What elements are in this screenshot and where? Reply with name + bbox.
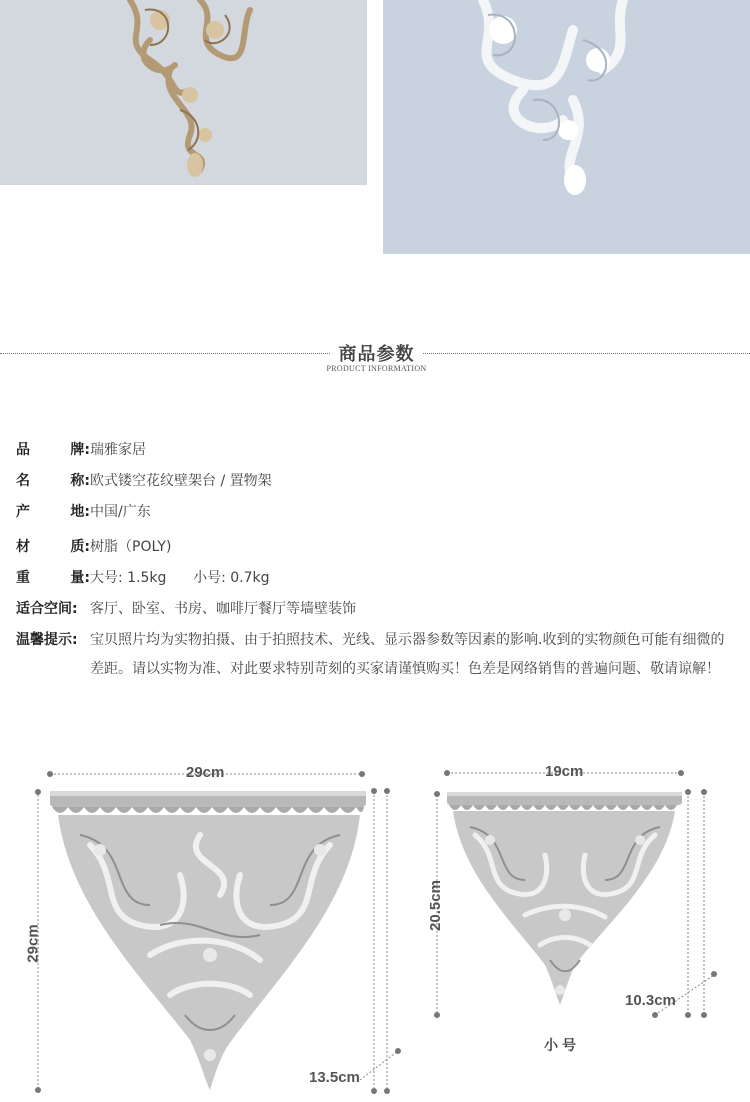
small-shelf-diagram bbox=[420, 755, 750, 1102]
gold-ornament-image bbox=[0, 0, 367, 185]
section-title: 商品参数 bbox=[338, 344, 415, 365]
param-value-notice: 宝贝照片均为实物拍摄、由于拍照技术、光线、显示器参数等因素的影响.收到的实物颜色可能有细微的差距。请以实物为准、对此要求特别苛刻的买家请谨慎购买！色差是网络销售的普遍问题、敬请谅解！ bbox=[90, 632, 725, 677]
param-label: 温馨提示: bbox=[16, 632, 78, 648]
gold-shelf-photo bbox=[0, 0, 367, 185]
small-depth-label: 10.3cm bbox=[625, 992, 676, 1009]
white-shelf-photo bbox=[383, 0, 750, 254]
param-value-brand: 瑞雅家居 bbox=[90, 442, 146, 458]
small-shelf-drawing bbox=[420, 755, 750, 1102]
small-height-label: 20.5cm bbox=[426, 880, 444, 931]
param-value-origin: 中国/广东 bbox=[90, 504, 151, 520]
param-row-origin bbox=[16, 498, 151, 527]
param-row-brand bbox=[16, 436, 146, 465]
section-header bbox=[0, 334, 750, 384]
param-row-space bbox=[16, 595, 356, 624]
white-ornament-image bbox=[383, 0, 750, 254]
large-shelf-drawing bbox=[0, 755, 420, 1102]
divider-left bbox=[0, 353, 330, 354]
param-value-name: 欧式镂空花纹壁架台 / 置物架 bbox=[90, 473, 272, 489]
param-value-weight: 大号: 1.5kg 小号: 0.7kg bbox=[90, 570, 270, 586]
param-label: 适合空间: bbox=[16, 601, 78, 617]
param-row-notice bbox=[16, 626, 725, 684]
section-subtitle: PRODUCT INFORMATION bbox=[326, 364, 427, 373]
param-row-name bbox=[16, 467, 272, 496]
divider-right bbox=[423, 353, 750, 354]
large-depth-label: 13.5cm bbox=[309, 1069, 360, 1086]
param-row-weight bbox=[16, 564, 270, 593]
param-label: 材 质: bbox=[16, 539, 90, 555]
param-value-material: 树脂（POLY) bbox=[90, 539, 172, 555]
large-width-label: 29cm bbox=[186, 764, 225, 781]
param-label: 名 称: bbox=[16, 473, 90, 489]
small-size-label: 小号 bbox=[544, 1038, 580, 1054]
small-width-label: 19cm bbox=[545, 763, 584, 780]
large-height-label: 29cm bbox=[24, 924, 42, 963]
param-label: 重 量: bbox=[16, 570, 90, 586]
param-value-space: 客厅、卧室、书房、咖啡厅餐厅等墙壁装饰 bbox=[90, 601, 356, 617]
param-row-material bbox=[16, 533, 171, 562]
param-label: 产 地: bbox=[16, 504, 90, 520]
param-label: 品 牌: bbox=[16, 442, 90, 458]
large-shelf-diagram bbox=[0, 755, 420, 1102]
